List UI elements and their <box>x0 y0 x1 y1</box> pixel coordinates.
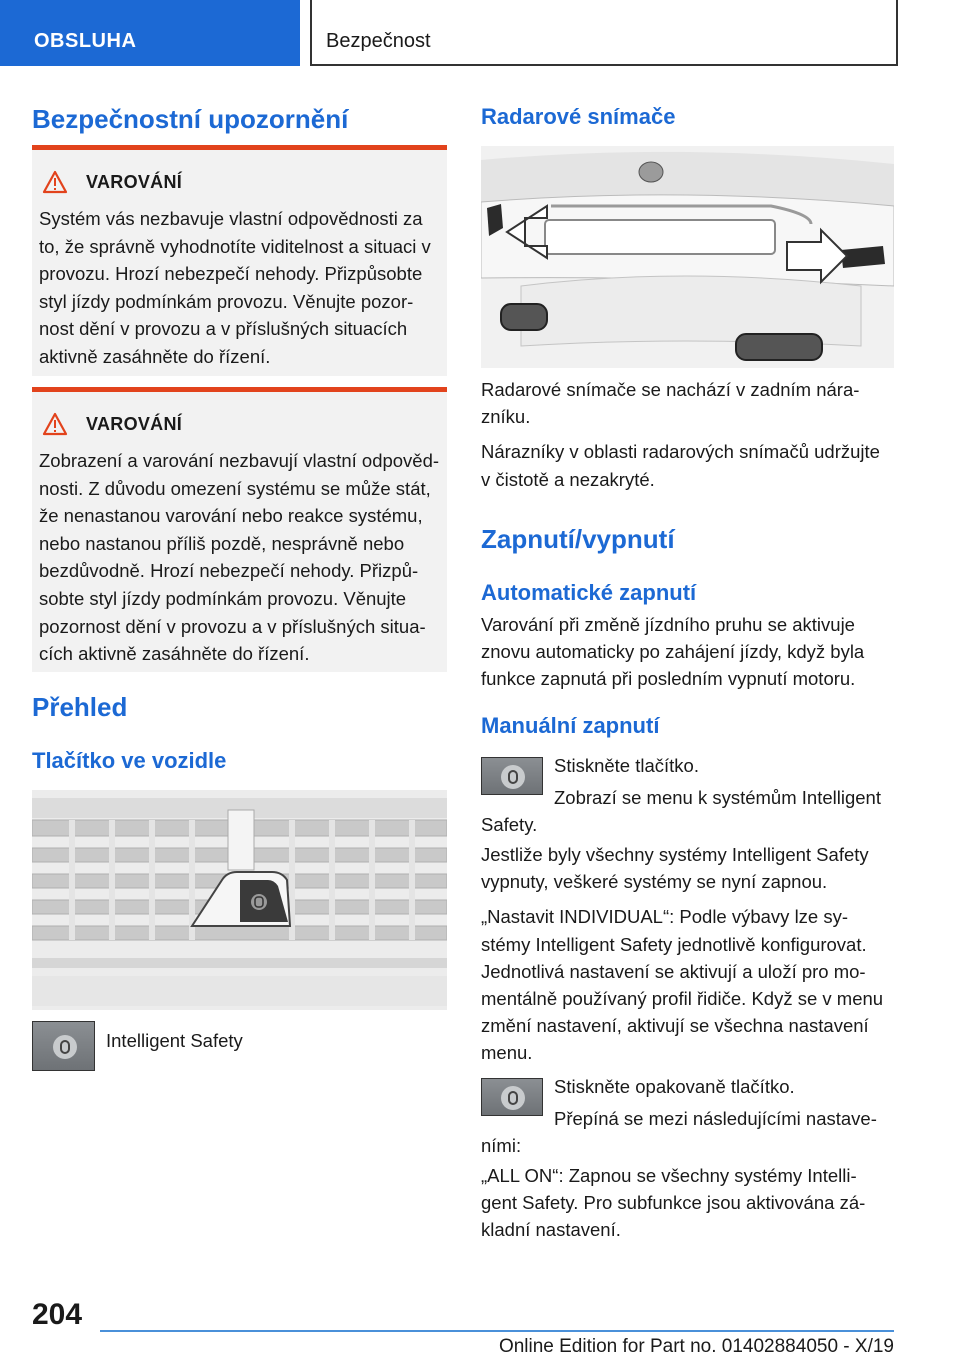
on-off-heading: Zapnutí/vypnutí <box>481 524 675 554</box>
intelligent-safety-icon <box>501 765 525 789</box>
warning-triangle-icon <box>42 412 68 436</box>
step-2-result: Přepíná se mezi následujícími nastave- <box>554 1108 877 1129</box>
intelligent-safety-button-image <box>32 1021 95 1071</box>
edition-note: Online Edition for Part no. 01402884050 - X/19 <box>498 1336 894 1357</box>
overview-heading: Přehled <box>32 692 128 722</box>
warning-box-1 <box>32 145 447 376</box>
warning-text-2: Zobrazení a varování nezbavují vlastní odpověd- nosti. Z důvodu omezení systému se může stát, že nenastanou varování nebo reakce systému, nebo nastanou příliš pozdě, nesprávně nebo bezdůvodně. Hrozí nebezpečí nehody. Přizpů- sobte styl jízdy podmínkám provozu. Věnujte pozornost dění v provozu a v příslušných situa- cích aktivně zasáhněte do řízení. <box>39 450 440 665</box>
intelligent-safety-button-image <box>481 757 543 795</box>
manual-on-heading: Manuální zapnutí <box>481 713 660 738</box>
step-1-result: Zobrazí se menu k systémům Intelligent <box>554 787 881 808</box>
chapter-title: Bezpečnost <box>326 30 431 52</box>
step-1-result-cont: Safety. <box>481 814 538 835</box>
step-1-press: Stiskněte tlačítko. <box>554 755 699 776</box>
step-2-result-cont: ními: <box>481 1135 522 1156</box>
section-label: OBSLUHA <box>34 30 137 52</box>
intelligent-safety-icon <box>501 1086 525 1110</box>
intelligent-safety-button-image <box>481 1078 543 1116</box>
radar-description: Radarové snímače se nachází v zadním nára- zníku. Nárazníky v oblasti radarových snímačů udržujte v čistotě a nezakryté. <box>481 379 880 490</box>
warning-triangle-icon <box>42 170 68 194</box>
automatic-on-heading: Automatické zapnutí <box>481 580 697 605</box>
vehicle-console-illustration <box>32 790 447 1010</box>
car-rear-radar-illustration <box>481 146 894 368</box>
button-in-vehicle-heading: Tlačítko ve vozidle <box>32 748 227 773</box>
manual-on-text: Jestliže byly všechny systémy Intelligent Safety vypnuty, veškeré systémy se nyní zapnou. „Nastavit INDIVIDUAL“: Podle výbavy lze sy- stémy Intelligent Safety jednotlivě konfigurovat. Jednotlivá nastavení se aktivují a uloží pro mo- mentálně používaný profil řidiče. Když se v menu změní nastavení, aktivují se všechna nastavení menu. <box>481 844 884 1064</box>
button-caption: Intelligent Safety <box>106 1030 243 1051</box>
warning-box-2 <box>32 387 447 672</box>
warning-label: VAROVÁNÍ <box>86 413 183 434</box>
intelligent-safety-icon <box>53 1035 77 1059</box>
automatic-on-text: Varování při změně jízdního pruhu se aktivuje znovu automaticky po zahájení jízdy, když byla funkce zapnutá při posledním vypnutí motoru. <box>481 614 865 690</box>
chapter-header <box>310 0 898 66</box>
section-tab <box>0 0 300 66</box>
step-2-press: Stiskněte opakovaně tlačítko. <box>554 1076 795 1097</box>
all-on-text: „ALL ON“: Zapnou se všechny systémy Intelli- gent Safety. Pro subfunkce jsou aktivována zá- kladní nastavení. <box>481 1165 866 1241</box>
warning-text-1: Systém vás nezbavuje vlastní odpovědnosti za to, že správně vyhodnotíte viditelnost a situaci v provozu. Hrozí nebezpečí nehody. Přizpůsobte styl jízdy podmínkám provozu. Věnujte pozor- nost dění v provozu a v příslušných situacích aktivně zasáhněte do řízení. <box>39 208 431 367</box>
radar-sensors-heading: Radarové snímače <box>481 104 676 129</box>
page-number: 204 <box>32 1298 83 1331</box>
safety-notes-heading: Bezpečnostní upozornění <box>32 104 349 134</box>
warning-label: VAROVÁNÍ <box>86 171 183 192</box>
footer-divider <box>100 1330 894 1332</box>
